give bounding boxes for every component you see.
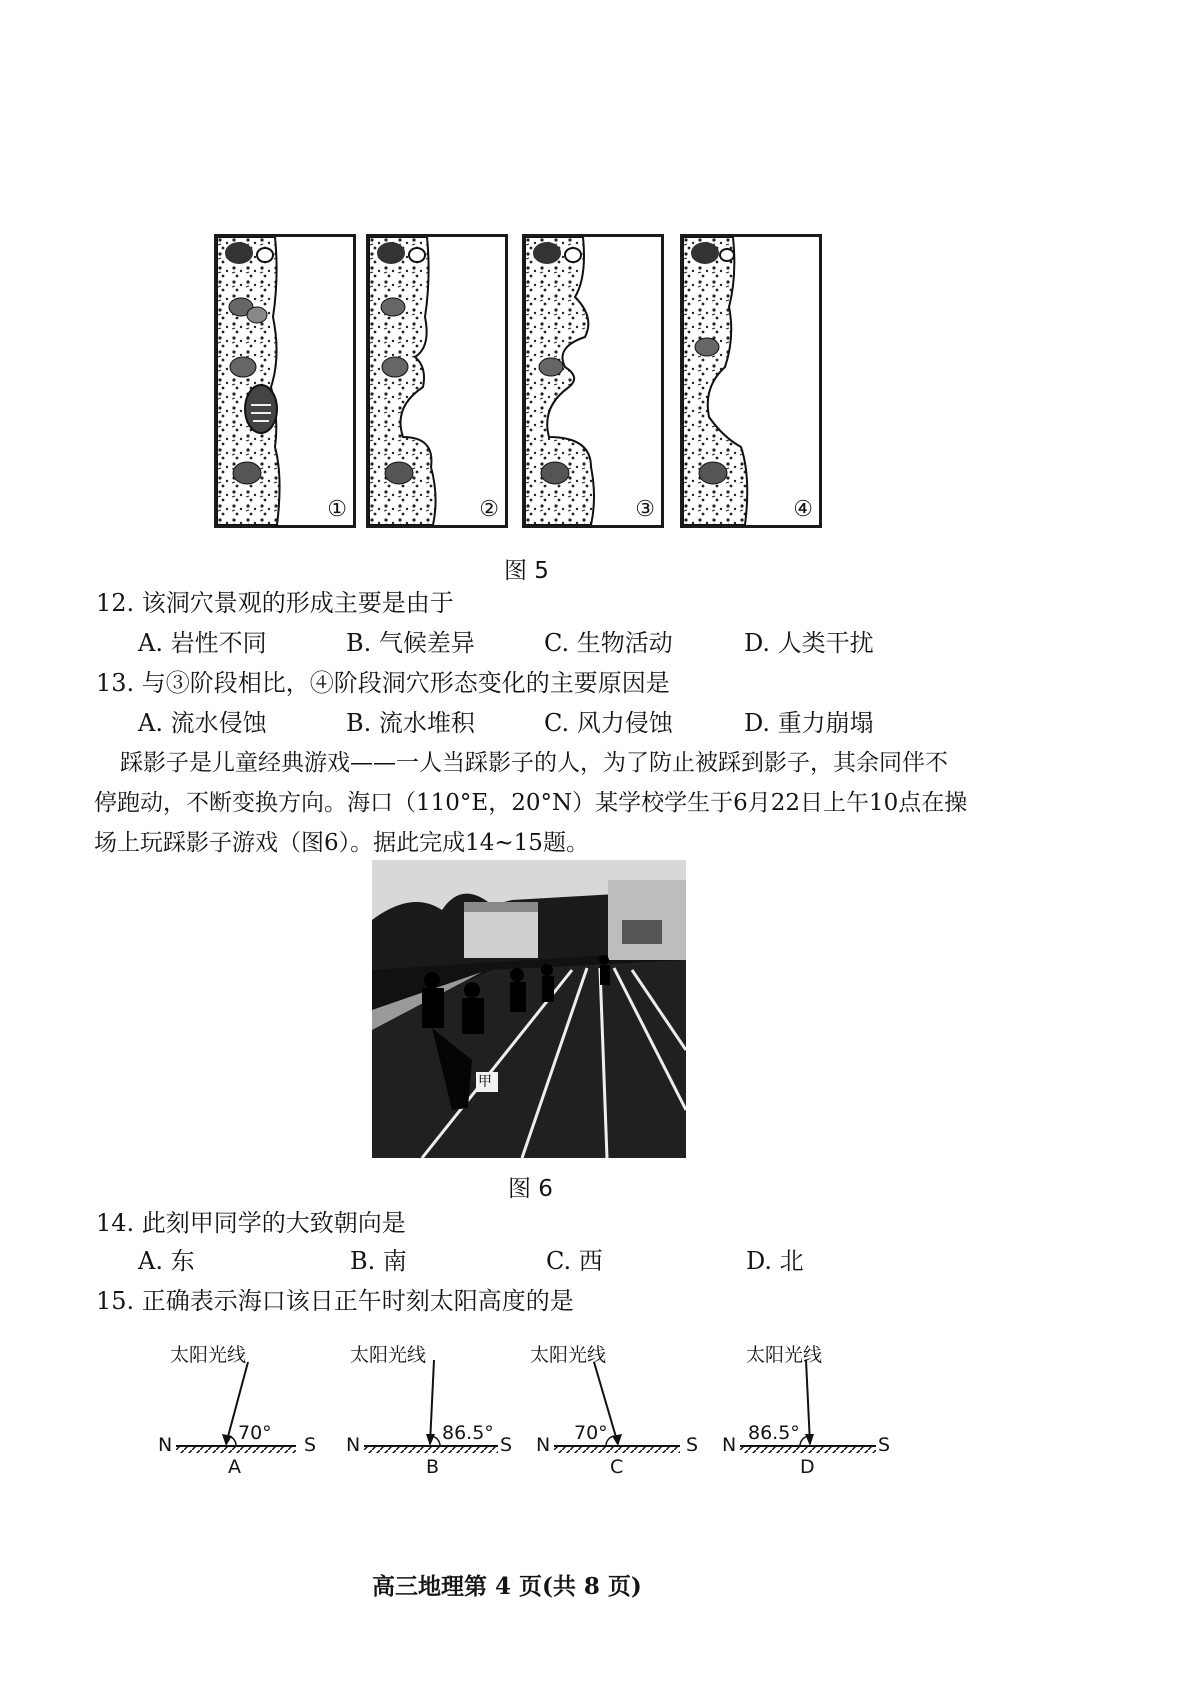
q13-stem: 13. 与③阶段相比，④阶段洞穴形态变化的主要原因是 bbox=[96, 669, 670, 697]
north-label-d: N bbox=[722, 1434, 737, 1456]
passage-line-1: 踩影子是儿童经典游戏——一人当踩影子的人，为了防止被踩到影子，其余同伴不 bbox=[120, 750, 948, 776]
q14-option-d: D. 北 bbox=[746, 1247, 804, 1275]
q14-option-b: B. 南 bbox=[350, 1247, 407, 1275]
q13-option-d: D. 重力崩塌 bbox=[744, 709, 874, 737]
figure-6-caption: 图 6 bbox=[508, 1176, 553, 1202]
sun-angle-diagram-a bbox=[152, 1338, 332, 1478]
q14-option-c: C. 西 bbox=[546, 1247, 603, 1275]
page-footer: 高三地理第 4 页(共 8 页) bbox=[372, 1573, 642, 1600]
sun-angle-diagram-c bbox=[530, 1338, 710, 1478]
sunlight-label-c: 太阳光线 bbox=[530, 1344, 607, 1366]
cave-panel-1 bbox=[214, 234, 356, 528]
cave-panel-3 bbox=[522, 234, 664, 528]
sun-angle-diagram-d bbox=[716, 1338, 896, 1478]
south-label-c: S bbox=[686, 1434, 699, 1456]
q13-option-b: B. 流水堆积 bbox=[346, 709, 475, 737]
panel-number-2: ② bbox=[479, 497, 499, 522]
q12-option-c: C. 生物活动 bbox=[544, 629, 673, 657]
option-letter-a: A bbox=[228, 1456, 241, 1478]
q15-stem: 15. 正确表示海口该日正午时刻太阳高度的是 bbox=[96, 1287, 574, 1315]
south-label-a: S bbox=[304, 1434, 317, 1456]
north-label-a: N bbox=[158, 1434, 173, 1456]
sunlight-label-d: 太阳光线 bbox=[746, 1344, 823, 1366]
angle-label-a: 70° bbox=[238, 1422, 272, 1444]
angle-label-d: 86.5° bbox=[748, 1422, 800, 1444]
q12-stem: 12. 该洞穴景观的形成主要是由于 bbox=[96, 589, 454, 617]
passage-line-2: 停跑动，不断变换方向。海口（110°E，20°N）某学校学生于6月22日上午10点在操 bbox=[94, 790, 968, 816]
south-label-d: S bbox=[878, 1434, 891, 1456]
option-letter-d: D bbox=[800, 1456, 815, 1478]
q12-option-a: A. 岩性不同 bbox=[138, 629, 267, 657]
passage-line-3: 场上玩踩影子游戏（图6）。据此完成14~15题。 bbox=[94, 830, 589, 856]
angle-label-c: 70° bbox=[574, 1422, 608, 1444]
q14-option-a: A. 东 bbox=[138, 1247, 195, 1275]
cave-panel-4 bbox=[680, 234, 822, 528]
sunlight-label-b: 太阳光线 bbox=[350, 1344, 427, 1366]
figure-6-photo bbox=[372, 860, 686, 1158]
angle-label-b: 86.5° bbox=[442, 1422, 494, 1444]
q14-stem: 14. 此刻甲同学的大致朝向是 bbox=[96, 1209, 406, 1237]
option-letter-b: B bbox=[426, 1456, 440, 1478]
option-letter-c: C bbox=[610, 1456, 624, 1478]
north-label-b: N bbox=[346, 1434, 361, 1456]
q13-option-a: A. 流水侵蚀 bbox=[138, 709, 267, 737]
q12-option-d: D. 人类干扰 bbox=[744, 629, 874, 657]
panel-number-1: ① bbox=[327, 497, 347, 522]
student-jia-marker: 甲 bbox=[478, 1074, 492, 1090]
sun-angle-diagram-b bbox=[340, 1338, 520, 1478]
north-label-c: N bbox=[536, 1434, 551, 1456]
sunlight-label-a: 太阳光线 bbox=[170, 1344, 247, 1366]
cave-panel-2 bbox=[366, 234, 508, 528]
q12-option-b: B. 气候差异 bbox=[346, 629, 475, 657]
panel-number-4: ④ bbox=[793, 497, 813, 522]
figure-5-caption: 图 5 bbox=[504, 558, 549, 584]
panel-number-3: ③ bbox=[635, 497, 655, 522]
q13-option-c: C. 风力侵蚀 bbox=[544, 709, 673, 737]
south-label-b: S bbox=[500, 1434, 513, 1456]
